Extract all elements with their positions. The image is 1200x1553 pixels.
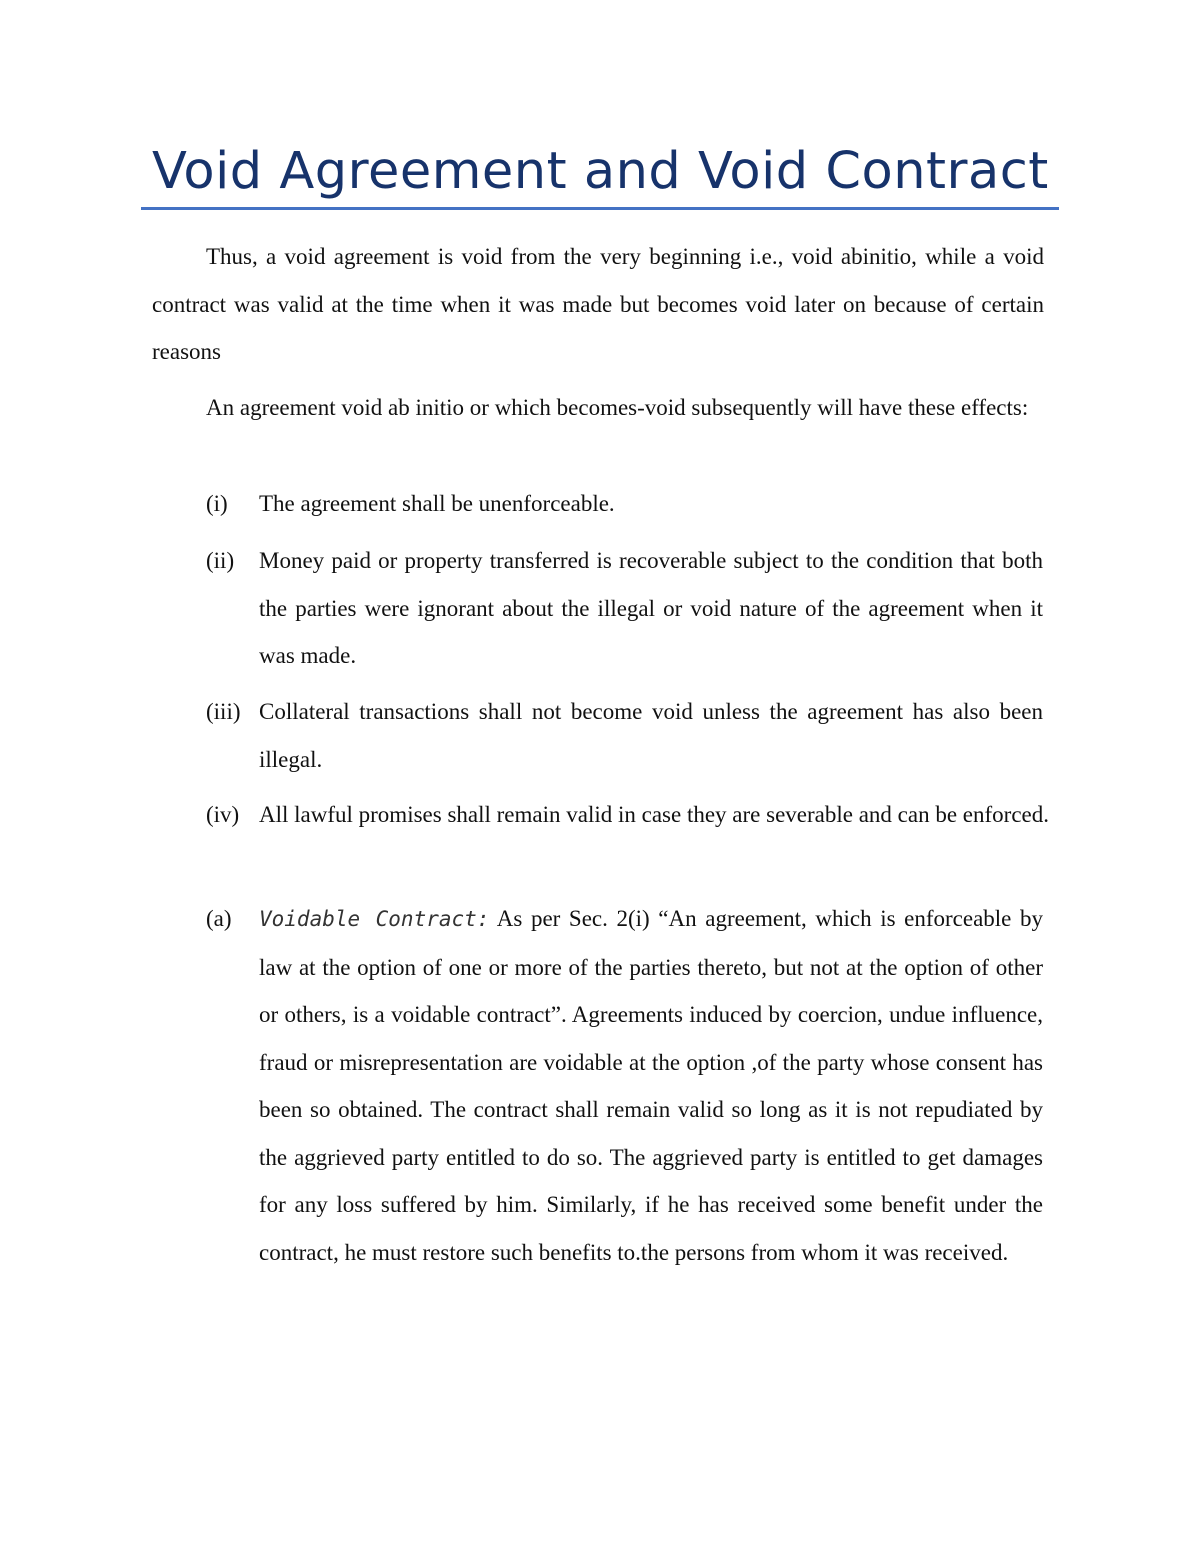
voidable-text-block [259,895,1043,1276]
effect-text: Collateral transactions shall not become void unless the agreement has also been illegal. [259,699,1043,772]
intro-paragraph: Thus, a void agreement is void from the very beginning i.e., void abinitio, while a void contract was valid at the time when it was made but becomes void later on because of certain reasons [152,244,1044,364]
effects-intro-paragraph: An agreement void ab initio or which becomes-void subsequently will have these effects: [206,395,1029,420]
title-underline [141,207,1059,210]
effect-item-1 [206,480,1060,528]
effect-text: All lawful promises shall remain valid in case they are severable and can be enforced. [259,802,1049,827]
voidable-label: Voidable Contract: [259,907,490,931]
voidable-contract-item [206,895,1060,1276]
effect-item-3 [206,688,1060,783]
document-title: Void Agreement and Void Contract [152,142,1049,201]
effect-marker: (ii) [206,548,235,573]
effect-item-2 [206,537,1060,680]
effect-marker: (iv) [206,802,240,827]
voidable-marker: (a) [206,906,232,931]
effect-text: The agreement shall be unenforceable. [259,491,615,516]
effect-item-4 [206,791,1060,839]
voidable-text: As per Sec. 2(i) “An agreement, which is enforceable by law at the option of one or more of the parties thereto, but not at the option of other or others, is a voidable contract”. Agreements induced by coercion, undue influence, fraud or misrepresentation are voidable at the option ,of the party whose consent has been so obtained. The contract shall remain valid so long as it is not repudiated by the aggrieved party entitled to do so. The aggrieved party is entitled to get damages for any loss suffered by him. Similarly, if he has received some benefit under the contract, he must restore such benefits to.the persons from whom it was received. [259,906,1043,1265]
effect-marker: (iii) [206,699,241,724]
effect-text: Money paid or property transferred is recoverable subject to the condition that both the parties were ignorant about the illegal or void nature of the agreement when it was made. [259,548,1043,668]
effect-marker: (i) [206,491,228,516]
